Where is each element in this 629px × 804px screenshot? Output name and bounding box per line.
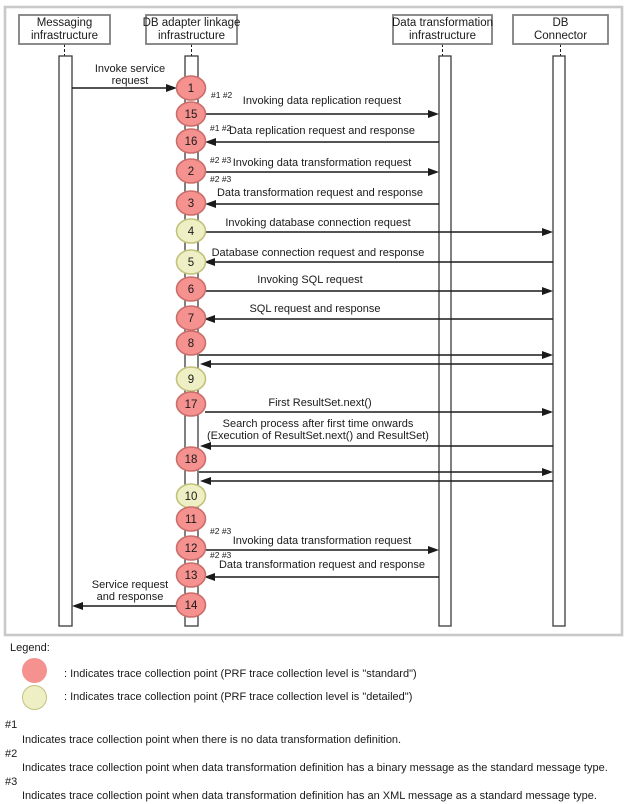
message-label: and response (96, 591, 164, 603)
trace-point-number-8: 8 (187, 338, 195, 350)
message-arrowhead (205, 200, 216, 208)
message-label: SQL request and response (249, 303, 381, 315)
actor-label-data-transformation: Data transformation (392, 17, 493, 29)
legend-item-standard: : Indicates trace collection point (PRF trace collection level is "standard") (64, 668, 417, 680)
footnote-2-text: Indicates trace collection point when data transformation definition has a binary message as the standard message type. (22, 762, 608, 774)
footnote-mark: #2 #3 (210, 174, 232, 184)
trace-point-number-14: 14 (184, 600, 198, 612)
trace-point-number-13: 13 (184, 570, 198, 582)
footnote-2-mark: #2 (5, 748, 18, 760)
actor-label-messaging: Messaging (36, 17, 93, 29)
standard-trace-point-icon (22, 658, 47, 683)
actor-label-db-adapter: infrastructure (157, 30, 226, 42)
message-label: Data transformation request and response (218, 559, 426, 571)
message-arrowhead (200, 442, 211, 450)
trace-point-number-15: 15 (184, 109, 198, 121)
message-label: Service request (91, 579, 169, 591)
trace-point-number-3: 3 (187, 198, 195, 210)
trace-point-number-2: 2 (187, 166, 195, 178)
trace-point-number-18: 18 (184, 454, 198, 466)
lifeline-bar-db-connector (553, 56, 565, 626)
trace-point-number-4: 4 (187, 226, 195, 238)
message-label: Invoking data transformation request (232, 535, 412, 547)
trace-point-number-12: 12 (184, 543, 198, 555)
message-label: Search process after first time onwards (222, 418, 414, 430)
trace-point-number-17: 17 (184, 399, 198, 411)
trace-point-number-9: 9 (187, 374, 195, 386)
message-label: First ResultSet.next() (268, 397, 372, 409)
footnote-1-text: Indicates trace collection point when there is no data transformation definition. (22, 734, 402, 746)
trace-point-number-11: 11 (185, 514, 197, 526)
lifeline-bar-messaging (59, 56, 72, 626)
footnote-mark: #1 #2 (210, 123, 232, 133)
trace-point-number-7: 7 (187, 313, 195, 325)
trace-point-number-6: 6 (187, 284, 195, 296)
message-arrowhead (200, 477, 211, 485)
actor-label-db-connector: Connector (533, 30, 588, 42)
footnote-mark: #2 #3 (210, 155, 232, 165)
message-arrowhead (542, 408, 553, 416)
trace-point-number-10: 10 (184, 491, 198, 503)
message-label: Invoking SQL request (257, 274, 363, 286)
footnote-1-mark: #1 (5, 719, 18, 731)
actor-label-data-transformation: infrastructure (408, 30, 477, 42)
actor-label-db-adapter: DB adapter linkage (142, 17, 241, 29)
message-label: Invoking data replication request (242, 95, 402, 107)
message-label: Invoke service (94, 63, 166, 75)
message-label: request (111, 75, 149, 87)
message-arrowhead (542, 468, 553, 476)
footnote-mark: #2 #3 (210, 526, 232, 536)
message-arrowhead (166, 84, 177, 92)
message-label: Database connection request and response (211, 247, 425, 259)
legend-title: Legend: (10, 642, 50, 654)
message-label: Invoking data transformation request (232, 157, 412, 169)
message-arrowhead (428, 110, 439, 118)
footnote-3-text: Indicates trace collection point when data transformation definition has an XML message as a standard message type. (22, 790, 597, 802)
message-arrowhead (542, 351, 553, 359)
footnote-mark: #1 #2 (211, 90, 233, 100)
message-arrowhead (428, 168, 439, 176)
message-arrowhead (200, 360, 211, 368)
detailed-trace-point-icon (22, 685, 47, 710)
lifeline-bar-data-transformation (439, 56, 451, 626)
message-label: Invoking database connection request (225, 217, 411, 229)
message-arrowhead (428, 546, 439, 554)
message-label: Data transformation request and response (216, 187, 424, 199)
legend-item-detailed: : Indicates trace collection point (PRF trace collection level is "detailed") (64, 691, 413, 703)
trace-point-number-16: 16 (184, 136, 198, 148)
message-label: (Execution of ResultSet.next() and ResultSet) (207, 430, 429, 442)
message-arrowhead (205, 138, 216, 146)
footnote-3-mark: #3 (5, 776, 18, 788)
trace-point-number-1: 1 (187, 83, 195, 95)
footnote-mark: #2 #3 (210, 550, 232, 560)
message-arrowhead (72, 602, 83, 610)
actor-label-messaging: infrastructure (30, 30, 99, 42)
trace-point-number-5: 5 (187, 257, 195, 269)
message-label: Data replication request and response (229, 125, 415, 137)
message-arrowhead (542, 287, 553, 295)
message-arrowhead (542, 228, 553, 236)
actor-label-db-connector: DB (552, 17, 569, 29)
